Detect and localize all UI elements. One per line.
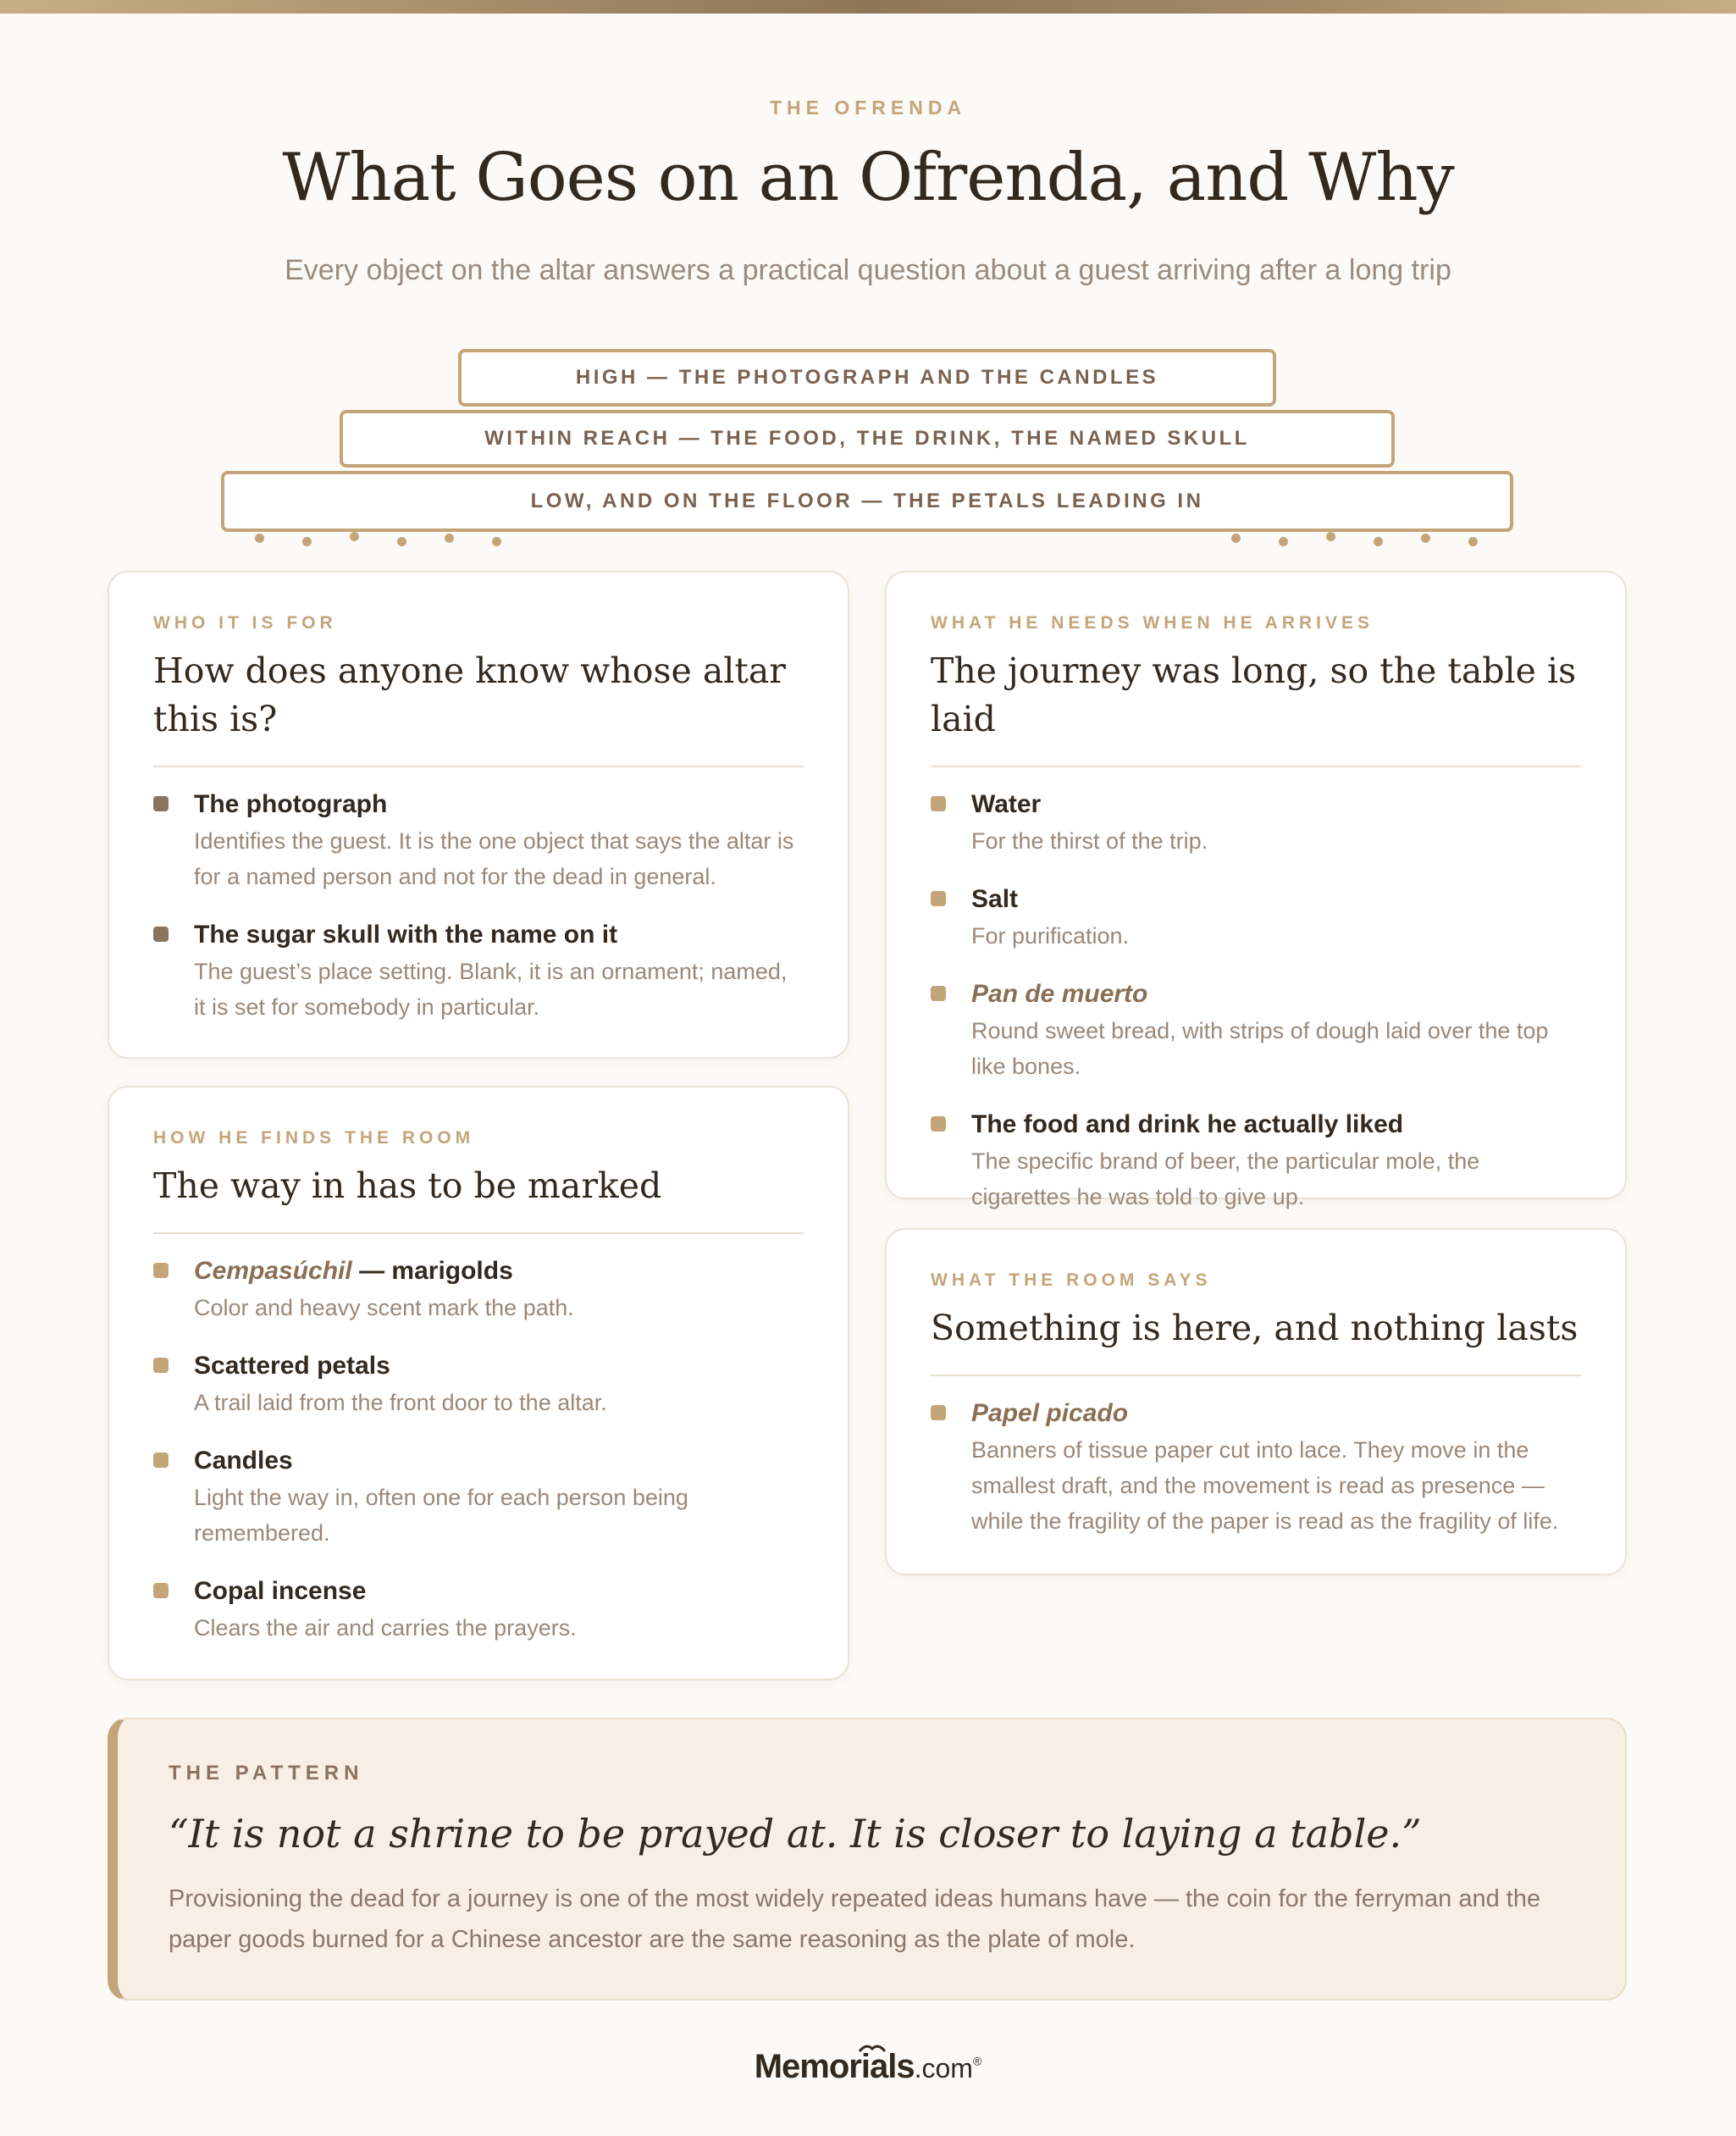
petal-dot (445, 534, 454, 543)
pattern-eyebrow: THE PATTERN (169, 1762, 364, 1785)
card-who-it-is-for (108, 571, 849, 1059)
petal-dot (1421, 534, 1430, 543)
item-title: Salt (971, 885, 1019, 913)
bullet-icon (931, 986, 946, 1001)
card-eyebrow: WHO IT IS FOR (153, 613, 337, 633)
bullet-icon (931, 796, 946, 811)
list-item (153, 1347, 804, 1420)
item-description: Color and heavy scent mark the path. (194, 1295, 574, 1320)
list-item (153, 916, 804, 1025)
list-item (931, 1395, 1581, 1539)
petal-dot (350, 532, 359, 541)
bird-icon (858, 2041, 887, 2055)
card-eyebrow: HOW HE FINDS THE ROOM (153, 1128, 475, 1148)
item-title (971, 1395, 1581, 1432)
item-title (194, 1253, 804, 1290)
pattern-callout (108, 1718, 1627, 2000)
item-title-italic: Papel picado (971, 1399, 1129, 1427)
item-title-italic: Cempasúchil (194, 1257, 352, 1285)
logo-brand: Memorials (754, 2048, 915, 2085)
bullet-icon (153, 796, 169, 811)
item-title: The sugar skull with the name on it (194, 921, 618, 949)
top-accent-bar (0, 0, 1736, 14)
petal-dot (1326, 532, 1335, 541)
item-title: The photograph (194, 790, 388, 818)
item-title: Candles (194, 1447, 293, 1475)
item-description: Clears the air and carries the prayers. (194, 1615, 577, 1641)
item-description: For purification. (971, 923, 1130, 949)
card-title: How does anyone know whose altar this is? (153, 647, 804, 767)
petal-dot (1468, 537, 1478, 546)
item-title: The food and drink he actually liked (971, 1110, 1404, 1138)
item-title: Water (971, 790, 1042, 818)
bullet-icon (931, 1116, 946, 1132)
petal-dot (492, 537, 501, 546)
petal-dot (255, 534, 264, 543)
bullet-icon (153, 1263, 169, 1278)
card-eyebrow: WHAT THE ROOM SAYS (931, 1270, 1212, 1290)
item-title (971, 976, 1581, 1013)
page-eyebrow: THE OFRENDA (769, 97, 967, 119)
altar-tier-low: LOW, AND ON THE FLOOR — THE PETALS LEADING IN (221, 471, 1513, 532)
item-title: Scattered petals (194, 1352, 390, 1380)
bullet-icon (153, 1583, 169, 1598)
pattern-body: Provisioning the dead for a journey is one of the most widely repeated ideas humans have — the coin for the ferryman and the paper goods burned for a Chinese ancestor are the same reasoning as the plate of mole. (169, 1885, 1541, 1953)
logo-registered-mark: ® (972, 2054, 982, 2068)
list-item (931, 786, 1581, 859)
item-description: The guest’s place setting. Blank, it is an ornament; named, it is set for somebody in particular. (194, 959, 788, 1020)
item-description: A trail laid from the front door to the altar. (194, 1390, 607, 1415)
altar-tier-high: HIGH — THE PHOTOGRAPH AND THE CANDLES (458, 349, 1276, 407)
logo-tld: .com (914, 2053, 973, 2083)
item-description: Round sweet bread, with strips of dough laid over the top like bones. (971, 1018, 1549, 1079)
memorials-logo (0, 2048, 1736, 2086)
item-description: The specific brand of beer, the particular mole, the cigarettes he was told to give up. (971, 1148, 1480, 1209)
bullet-icon (153, 927, 169, 942)
page-title: What Goes on an Ofrenda, and Why (282, 140, 1454, 216)
card-title: Something is here, and nothing lasts (931, 1304, 1581, 1376)
bullet-icon (931, 891, 946, 906)
card-title: The journey was long, so the table is laid (931, 647, 1581, 767)
petal-dot (1279, 537, 1288, 546)
list-item (153, 1253, 804, 1325)
item-description: Light the way in, often one for each person being remembered. (194, 1485, 688, 1546)
bullet-icon (153, 1453, 169, 1468)
item-description: Identifies the guest. It is the one object that says the altar is for a named person and not for the dead in general. (194, 828, 794, 889)
list-item (931, 881, 1581, 954)
card-eyebrow: WHAT HE NEEDS WHEN HE ARRIVES (931, 613, 1374, 633)
page-subtitle: Every object on the altar answers a practical question about a guest arriving after a long trip (285, 254, 1451, 286)
list-item (931, 976, 1581, 1084)
item-description: For the thirst of the trip. (971, 828, 1208, 854)
item-title: Copal incense (194, 1577, 367, 1605)
card-title: The way in has to be marked (153, 1162, 804, 1234)
item-description: Banners of tissue paper cut into lace. They move in the smallest draft, and the movement is read as presence — while the fragility of the paper is read as the fragility of life. (971, 1437, 1559, 1534)
list-item (153, 1442, 804, 1551)
petal-dot (397, 537, 406, 546)
bullet-icon (153, 1358, 169, 1373)
item-title-rest: — marigolds (351, 1257, 513, 1285)
petal-dot (1374, 537, 1383, 546)
card-what-the-room-says (885, 1228, 1627, 1575)
card-how-he-finds-the-room (108, 1086, 849, 1680)
petal-dot (302, 537, 312, 546)
card-what-he-needs (885, 571, 1627, 1209)
petal-dot (1231, 534, 1241, 543)
altar-tier-middle: WITHIN REACH — THE FOOD, THE DRINK, THE NAMED SKULL (340, 410, 1395, 468)
list-item (153, 1573, 804, 1646)
list-item (931, 1106, 1581, 1215)
item-title-italic: Pan de muerto (971, 980, 1148, 1008)
pattern-quote: “It is not a shrine to be prayed at. It is closer to laying a table.” (169, 1811, 1422, 1857)
list-item (153, 786, 804, 894)
bullet-icon (931, 1405, 946, 1420)
